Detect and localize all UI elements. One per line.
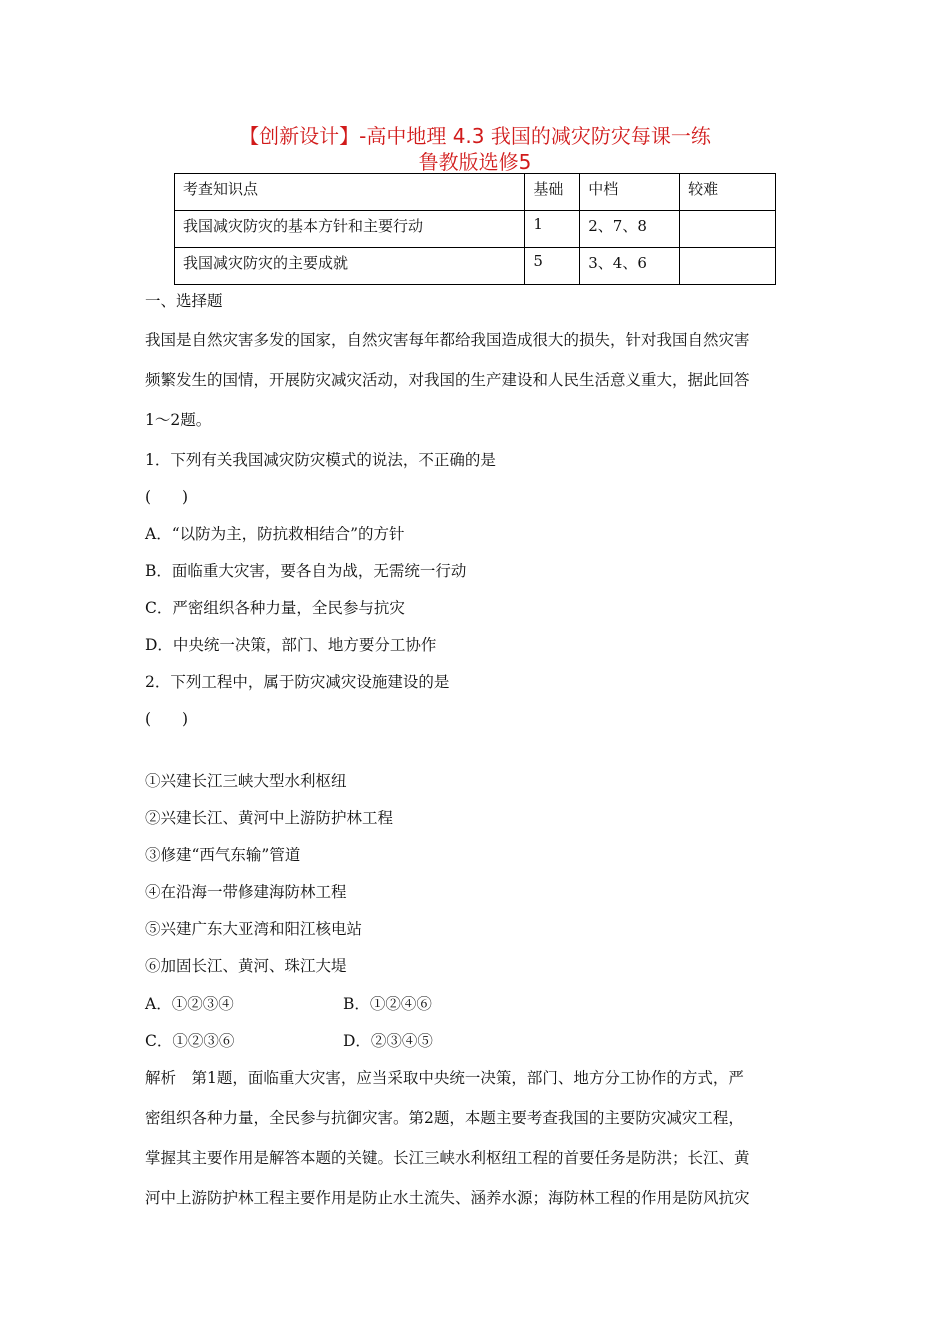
table-row bbox=[175, 211, 776, 248]
question-2-option-d: D．②③④⑤ bbox=[343, 1032, 433, 1050]
table-header-cell: 考查知识点 bbox=[175, 174, 525, 211]
question-2-item: ⑥加固长江、黄河、珠江大堤 bbox=[145, 957, 347, 975]
intro-line: 我国是自然灾害多发的国家，自然灾害每年都给我国造成很大的损失，针对我国自然灾害 bbox=[145, 331, 750, 349]
table-header-cell: 较难 bbox=[680, 174, 776, 211]
question-1-option-d: D．中央统一决策，部门、地方要分工协作 bbox=[145, 636, 437, 654]
table-header-cell: 中档 bbox=[580, 174, 680, 211]
table-cell: 我国减灾防灾的主要成就 bbox=[175, 248, 525, 285]
question-2-item: ②兴建长江、黄河中上游防护林工程 bbox=[145, 809, 394, 827]
question-2-bracket: ( ) bbox=[145, 710, 189, 728]
question-1-option-c: C．严密组织各种力量，全民参与抗灾 bbox=[145, 599, 405, 617]
question-2-item: ⑤兴建广东大亚湾和阳江核电站 bbox=[145, 920, 363, 938]
document-title-line2: 鲁教版选修5 bbox=[418, 150, 532, 174]
table-cell: 1 bbox=[525, 211, 580, 248]
question-2-option-c: C．①②③⑥ bbox=[145, 1032, 235, 1050]
table-row bbox=[175, 248, 776, 285]
table-header-cell: 基础 bbox=[525, 174, 580, 211]
question-2-option-a: A．①②③④ bbox=[145, 995, 234, 1013]
question-1-bracket: ( ) bbox=[145, 488, 189, 506]
table-header-row bbox=[175, 174, 776, 211]
analysis-line: 河中上游防护林工程主要作用是防止水土流失、涵养水源；海防林工程的作用是防风抗灾 bbox=[145, 1189, 750, 1207]
question-2-item: ①兴建长江三峡大型水利枢纽 bbox=[145, 772, 347, 790]
table-cell: 5 bbox=[525, 248, 580, 285]
analysis-line: 解析 第1题，面临重大灾害，应当采取中央统一决策，部门、地方分工协作的方式，严 bbox=[145, 1069, 744, 1087]
table-cell: 2、7、8 bbox=[580, 211, 680, 248]
question-2-option-b: B．①②④⑥ bbox=[343, 995, 432, 1013]
intro-line: 1～2题。 bbox=[145, 411, 212, 429]
analysis-line: 掌握其主要作用是解答本题的关键。长江三峡水利枢纽工程的首要任务是防洪；长江、黄 bbox=[145, 1149, 750, 1167]
question-1-option-a: A．“以防为主，防抗救相结合”的方针 bbox=[145, 525, 405, 543]
section-heading: 一、选择题 bbox=[145, 292, 223, 310]
table-cell bbox=[680, 248, 776, 285]
knowledge-point-table bbox=[174, 173, 776, 285]
table-cell: 3、4、6 bbox=[580, 248, 680, 285]
table-cell: 我国减灾防灾的基本方针和主要行动 bbox=[175, 211, 525, 248]
question-2-stem: 2．下列工程中，属于防灾减灾设施建设的是 bbox=[145, 673, 450, 691]
analysis-line: 密组织各种力量，全民参与抗御灾害。第2题，本题主要考查我国的主要防灾减灾工程， bbox=[145, 1109, 744, 1127]
question-1-stem: 1．下列有关我国减灾防灾模式的说法，不正确的是 bbox=[145, 451, 496, 469]
document-title-line1: 【创新设计】-高中地理 4.3 我国的减灾防灾每课一练 bbox=[239, 124, 711, 148]
question-1-option-b: B．面临重大灾害，要各自为战，无需统一行动 bbox=[145, 562, 467, 580]
table-cell bbox=[680, 211, 776, 248]
question-2-item: ③修建“西气东输”管道 bbox=[145, 846, 301, 864]
question-2-item: ④在沿海一带修建海防林工程 bbox=[145, 883, 347, 901]
intro-line: 频繁发生的国情，开展防灾减灾活动，对我国的生产建设和人民生活意义重大，据此回答 bbox=[145, 371, 750, 389]
